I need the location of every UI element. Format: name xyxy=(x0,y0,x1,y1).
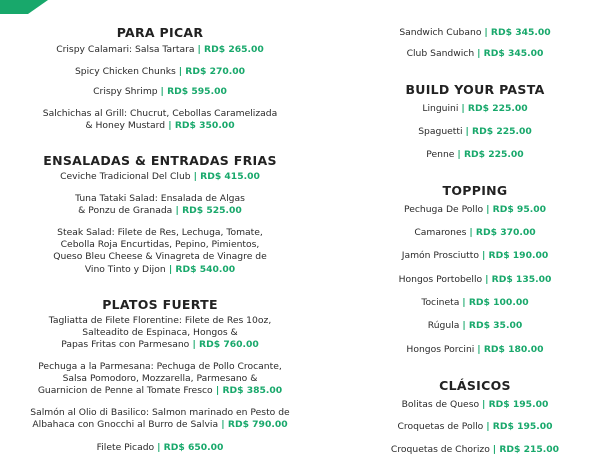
item-name: Crispy Calamari: Salsa Tartara xyxy=(56,44,195,55)
section-title-platos-fuerte: PLATOS FUERTE xyxy=(102,297,218,312)
item-name: Steak Salad: Filete de Res, Lechuga, Tomate, xyxy=(57,227,263,238)
menu-item: Club Sandwich | RD$ 345.00 xyxy=(406,48,544,59)
item-price: RD$ 370.00 xyxy=(475,227,536,238)
item-price: RD$ 350.00 xyxy=(174,120,235,132)
section-title-build-your-pasta: BUILD YOUR PASTA xyxy=(405,82,545,97)
item-name: Pechuga a la Parmesana: Pechuga de Pollo Crocante, xyxy=(38,361,282,372)
item-name: Rúgula xyxy=(427,320,460,331)
item-name: Pechuga De Pollo xyxy=(404,204,484,215)
item-price: RD$ 195.00 xyxy=(488,399,549,410)
item-name: Croquetas de Chorizo xyxy=(390,444,490,455)
item-name: Cebolla Roja Encurtidas, Pepino, Pimientos, xyxy=(60,239,260,251)
menu-item: Spaguetti | RD$ 225.00 xyxy=(418,126,532,137)
item-name: Hongos Portobello xyxy=(398,274,483,285)
menu-item: Salchichas al Grill: Chucrut, Cebollas Caramelizada & Honey Mustard | RD$ 350.00 xyxy=(0,108,320,132)
menu-item: Hongos Porcini | RD$ 180.00 xyxy=(406,344,544,355)
item-price: RD$ 225.00 xyxy=(463,149,524,160)
item-price: RD$ 100.00 xyxy=(468,297,529,308)
item-price: RD$ 270.00 xyxy=(185,66,246,77)
item-name: Linguini xyxy=(422,103,459,114)
item-name: Tagliatta de Filete Florentine: Filete de Res 10oz, xyxy=(48,315,272,326)
menu-item: Spicy Chicken Chunks | RD$ 270.00 xyxy=(74,66,246,77)
item-name: & Ponzu de Granada xyxy=(78,205,173,217)
item-price: RD$ 345.00 xyxy=(483,48,544,59)
item-price: RD$ 135.00 xyxy=(491,274,552,285)
item-name: Jamón Prosciutto xyxy=(401,250,480,261)
menu-item: Croquetas de Pollo | RD$ 195.00 xyxy=(397,421,553,432)
menu-item: Camarones | RD$ 370.00 xyxy=(414,227,536,238)
item-name: Croquetas de Pollo xyxy=(397,421,484,432)
item-name: Camarones xyxy=(414,227,467,238)
item-name: Spaguetti xyxy=(418,126,463,137)
section-title-para-picar: PARA PICAR xyxy=(116,25,204,40)
item-name: Guarnicion de Penne al Tomate Fresco xyxy=(37,385,213,397)
item-name: Bolitas de Queso xyxy=(401,399,480,410)
item-name: Tocineta xyxy=(421,297,460,308)
menu-item: Tocineta | RD$ 100.00 xyxy=(421,297,529,308)
item-name: Hongos Porcini xyxy=(406,344,475,355)
item-name: & Honey Mustard xyxy=(85,120,166,132)
item-name: Ceviche Tradicional Del Club xyxy=(60,171,191,182)
item-name: Penne xyxy=(426,149,455,160)
menu-item: Penne | RD$ 225.00 xyxy=(426,149,524,160)
section-title-topping: TOPPING xyxy=(442,183,508,198)
menu-item: Filete Picado | RD$ 650.00 xyxy=(96,442,224,453)
item-price: RD$ 385.00 xyxy=(222,385,283,397)
menu-item: Sandwich Cubano | RD$ 345.00 xyxy=(399,27,551,38)
menu-item: Rúgula | RD$ 35.00 xyxy=(427,320,523,331)
item-name: Salteadito de Espinaca, Hongos & xyxy=(82,327,238,339)
item-price: RD$ 195.00 xyxy=(492,421,553,432)
item-name: Spicy Chicken Chunks xyxy=(74,66,176,77)
item-name: Sandwich Cubano xyxy=(399,27,482,38)
menu-item: Linguini | RD$ 225.00 xyxy=(422,103,528,114)
item-name: Tuna Tataki Salad: Ensalada de Algas xyxy=(75,193,245,204)
menu-item: Tagliatta de Filete Florentine: Filete de Res 10oz, Salteadito de Espinaca, Hongos & Papas Fritas con Parmesano | RD$ 760.00 xyxy=(0,315,320,352)
menu-item: Steak Salad: Filete de Res, Lechuga, Tomate, Cebolla Roja Encurtidas, Pepino, Pimientos, Queso Bleu Cheese & Vinagreta de Vinagre de Vino Tinto y Dijon | RD$ 540.00 xyxy=(0,227,320,276)
menu-item: Jamón Prosciutto | RD$ 190.00 xyxy=(401,250,549,261)
menu-item: Bolitas de Queso | RD$ 195.00 xyxy=(401,399,549,410)
item-price: RD$ 265.00 xyxy=(204,44,264,55)
item-price: RD$ 225.00 xyxy=(467,103,528,114)
item-name: Vino Tinto y Dijon xyxy=(84,263,166,275)
item-name: Salsa Pomodoro, Mozzarella, Parmesano & xyxy=(62,373,258,385)
menu-item: Ceviche Tradicional Del Club | RD$ 415.00 xyxy=(60,171,260,182)
item-name: Filete Picado xyxy=(96,442,155,453)
item-name: Papas Fritas con Parmesano xyxy=(61,339,190,351)
item-name: Queso Bleu Cheese & Vinagreta de Vinagre de xyxy=(53,251,267,263)
item-price: RD$ 650.00 xyxy=(163,442,224,453)
item-price: RD$ 180.00 xyxy=(483,344,544,355)
menu-item: Hongos Portobello | RD$ 135.00 xyxy=(398,274,552,285)
menu-item: Crispy Calamari: Salsa Tartara | RD$ 265.00 xyxy=(56,44,264,55)
item-price: RD$ 525.00 xyxy=(182,205,242,217)
item-price: RD$ 595.00 xyxy=(167,86,227,97)
section-title-ensaladas: ENSALADAS & ENTRADAS FRIAS xyxy=(43,153,277,168)
menu-item: Tuna Tataki Salad: Ensalada de Algas & Ponzu de Granada | RD$ 525.00 xyxy=(0,193,320,217)
item-price: RD$ 190.00 xyxy=(488,250,549,261)
item-name: Albahaca con Gnocchi al Burro de Salvia xyxy=(32,419,219,431)
item-name: Salmón al Olio di Basilico: Salmon marinado en Pesto de xyxy=(30,407,290,418)
item-price: RD$ 215.00 xyxy=(499,444,560,455)
item-price: RD$ 345.00 xyxy=(490,27,551,38)
item-price: RD$ 35.00 xyxy=(468,320,523,331)
corner-accent-triangle xyxy=(0,0,48,14)
item-name: Salchichas al Grill: Chucrut, Cebollas Caramelizada xyxy=(42,108,278,119)
item-price: RD$ 225.00 xyxy=(472,126,532,137)
item-price: RD$ 415.00 xyxy=(200,171,260,182)
menu-item: Crispy Shrimp | RD$ 595.00 xyxy=(93,86,227,97)
menu-item: Pechuga De Pollo | RD$ 95.00 xyxy=(404,204,546,215)
section-title-clasicos: CLÁSICOS xyxy=(439,378,511,393)
menu-item: Croquetas de Chorizo | RD$ 215.00 xyxy=(390,444,560,455)
item-name: Crispy Shrimp xyxy=(93,86,158,97)
item-price: RD$ 760.00 xyxy=(199,339,259,351)
item-name: Club Sandwich xyxy=(406,48,475,59)
menu-item: Pechuga a la Parmesana: Pechuga de Pollo Crocante, Salsa Pomodoro, Mozzarella, Parmesano & Guarnicion de Penne al Tomate Fresco | RD$ 385.00 xyxy=(0,361,320,398)
menu-item: Salmón al Olio di Basilico: Salmon marinado en Pesto de Albahaca con Gnocchi al Burro de Salvia | RD$ 790.00 xyxy=(0,407,320,431)
item-price: RD$ 790.00 xyxy=(227,419,288,431)
item-price: RD$ 95.00 xyxy=(492,204,546,215)
item-price: RD$ 540.00 xyxy=(175,263,236,275)
